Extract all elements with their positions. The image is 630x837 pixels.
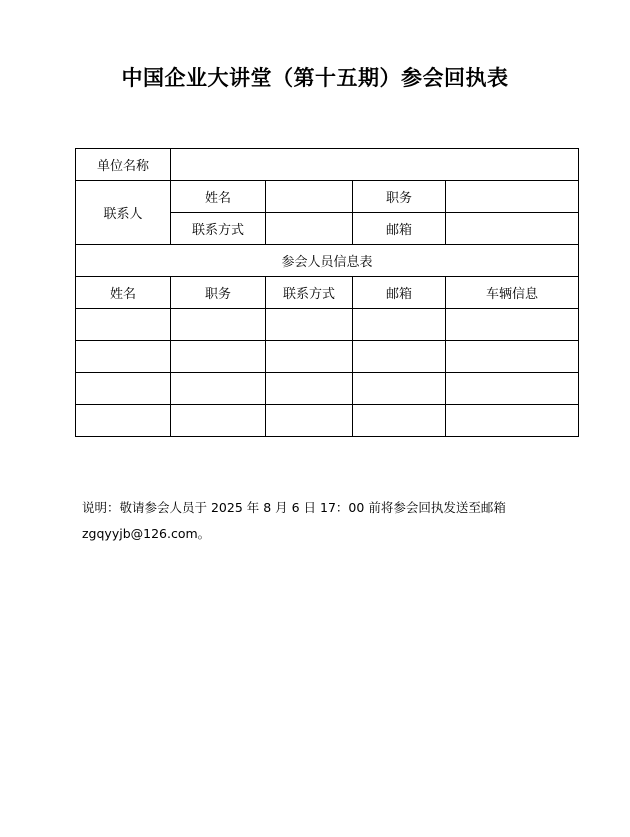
contact-label: 联系人	[76, 181, 171, 245]
attendee-vehicle-cell[interactable]	[446, 405, 579, 437]
attendee-position-cell[interactable]	[171, 405, 266, 437]
contact-email-field[interactable]	[446, 213, 579, 245]
attendee-phone-cell[interactable]	[266, 405, 353, 437]
attendee-name-cell[interactable]	[76, 405, 171, 437]
attendee-row	[76, 373, 579, 405]
unit-name-label: 单位名称	[76, 149, 171, 181]
attendee-section-label: 参会人员信息表	[76, 245, 579, 277]
contact-position-label: 职务	[353, 181, 446, 213]
attendee-name-cell[interactable]	[76, 309, 171, 341]
attendee-phone-cell[interactable]	[266, 341, 353, 373]
unit-name-row	[76, 149, 579, 181]
attendee-email-cell[interactable]	[353, 309, 446, 341]
attendee-phone-cell[interactable]	[266, 373, 353, 405]
attendee-row	[76, 341, 579, 373]
instruction-line-2: zgqyyjb@126.com。	[82, 526, 211, 541]
attendee-email-cell[interactable]	[353, 405, 446, 437]
contact-email-label: 邮箱	[353, 213, 446, 245]
contact-row-1	[76, 181, 579, 213]
attendee-row	[76, 405, 579, 437]
instruction-line-1: 说明：敬请参会人员于 2025 年 8 月 6 日 17：00 前将参会回执发送至邮箱	[82, 500, 506, 515]
attendee-email-cell[interactable]	[353, 341, 446, 373]
attendee-row	[76, 309, 579, 341]
contact-name-field[interactable]	[266, 181, 353, 213]
attendee-email-cell[interactable]	[353, 373, 446, 405]
contact-phone-label: 联系方式	[171, 213, 266, 245]
attendee-phone-cell[interactable]	[266, 309, 353, 341]
contact-phone-field[interactable]	[266, 213, 353, 245]
contact-name-label: 姓名	[171, 181, 266, 213]
attendee-position-cell[interactable]	[171, 309, 266, 341]
attendee-vehicle-cell[interactable]	[446, 373, 579, 405]
registration-form-table	[75, 148, 579, 437]
attendee-position-cell[interactable]	[171, 373, 266, 405]
attendee-section-row	[76, 245, 579, 277]
attendee-header-position: 职务	[171, 277, 266, 309]
attendee-vehicle-cell[interactable]	[446, 309, 579, 341]
attendee-position-cell[interactable]	[171, 341, 266, 373]
page-title: 中国企业大讲堂（第十五期）参会回执表	[121, 66, 509, 90]
attendee-header-phone: 联系方式	[266, 277, 353, 309]
attendee-header-row	[76, 277, 579, 309]
contact-position-field[interactable]	[446, 181, 579, 213]
unit-name-field[interactable]	[171, 149, 579, 181]
attendee-header-email: 邮箱	[353, 277, 446, 309]
attendee-name-cell[interactable]	[76, 341, 171, 373]
attendee-name-cell[interactable]	[76, 373, 171, 405]
attendee-header-name: 姓名	[76, 277, 171, 309]
instruction-note	[82, 495, 562, 547]
attendee-vehicle-cell[interactable]	[446, 341, 579, 373]
attendee-header-vehicle: 车辆信息	[446, 277, 579, 309]
